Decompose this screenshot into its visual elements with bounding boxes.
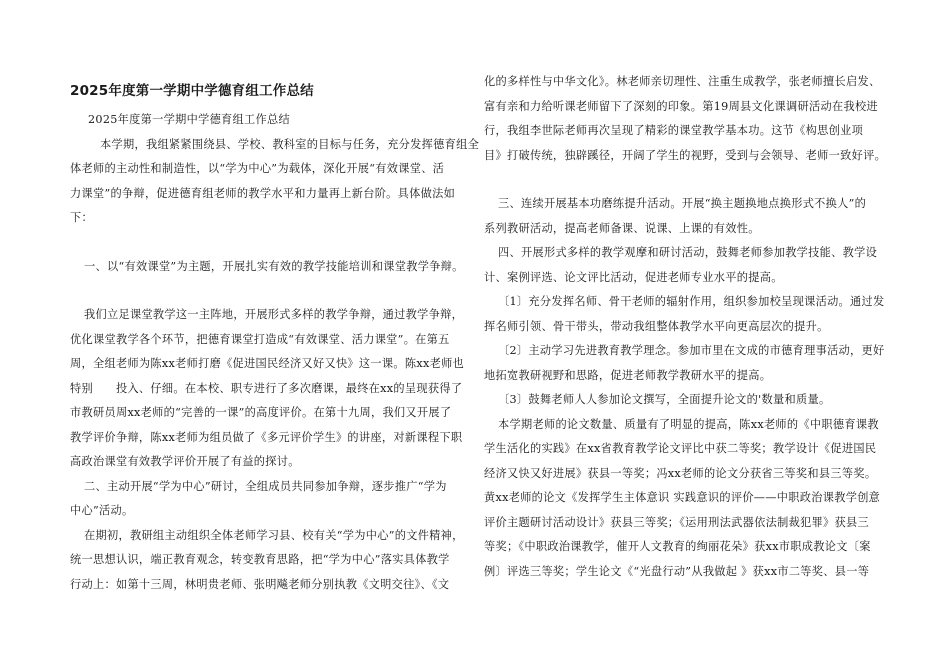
spacer (484, 168, 876, 192)
paragraph-line: 下： (70, 211, 93, 224)
list-item: 〔1〕充分发挥名师、骨干老师的辐射作用，组织参加校呈现课活动。通过发 (498, 295, 885, 308)
paragraph-line: 经济又快又好进展》获县一等奖；冯xx老师的论文分获省三等奖和县三等奖。 (484, 466, 877, 480)
paragraph-line: 例〕评选三等奖；学生论文《“光盘行动”从我做起 》获xx市二等奖、县一等 (484, 564, 870, 578)
paragraph-line: 本学期，我组紧紧围绕县、学校、教科室的目标与任务，充分发挥德育组全 (100, 137, 480, 151)
section-heading: 二、主动开展“学为中心”研讨，全组成员共同参加争辩，逐步推广“学为 (84, 479, 447, 493)
right-column (484, 70, 887, 584)
paragraph-line: 优化课堂教学各个环节，把德育课堂打造成“有效课堂、活力课堂”。在第五 (70, 332, 450, 346)
section-heading: 三、连续开展基本功磨练提升活动。开展“换主题换地点换形式不换人”的 (498, 197, 867, 210)
section-heading: 四、开展形式多样的教学观摩和研讨活动，鼓舞老师参加教学技能、教学设 (498, 246, 878, 259)
paragraph-line: 市教研员周xx老师的“完善的一课”的高度评价。在第十九周，我们又开展了 (70, 406, 452, 419)
paragraph-line: 行，我组李世际老师再次呈现了精彩的课堂教学基本功。这节《构思创业项 (484, 124, 864, 137)
paragraph-line: 计、案例评选、论文评比活动，促进老师专业水平的提高。 (484, 270, 783, 284)
paragraph-line: 等奖；《中职政治课教学，催开人文教育的绚丽花朵》获xx市职成教论文〔案 (484, 540, 871, 553)
paragraph-line: 在期初，教研组主动组织全体老师学习县、校有关“学为中心”的文件精神， (84, 528, 464, 542)
paragraph-line: 高政治课堂有效教学评价开展了有益的探讨。 (70, 455, 300, 468)
section-heading: 一、以“有效课堂”为主题，开展扎实有效的教学技能培训和课堂教学争辩。 (84, 259, 464, 273)
paragraph-line: 黄xx老师的论文《发挥学生主体意识 实践意识的评价——中职政治课教学创意 (484, 491, 881, 504)
paragraph-line: 本学期老师的论文数量、质量有了明显的提高，陈xx老师的《中职德育课教 (498, 417, 879, 431)
paragraph-line: 评价主题研讨活动设计》获县三等奖；《运用刑法武器依法制裁犯罪》获县三 (484, 515, 869, 529)
paragraph-line: 统一思想认识，端正教育观念，转变教育思路，把“学为中心”落实具体教学 (70, 553, 450, 566)
subtitle-line: 2025年度第一学期中学德育组工作总结 (88, 113, 290, 126)
list-item: 〔3〕鼓舞老师人人参加论文撰写，全面提升论文的'数量和质量。 (498, 393, 831, 406)
paragraph-line: 教学评价争辩，陈xx老师为组员做了《多元评价学生》的讲座，对新课程下职 (70, 430, 463, 444)
paragraph-line: 周，全组老师为陈xx老师打磨《促进国民经济又好又快》这一课。陈xx老师也 (70, 357, 465, 370)
document-title: 2025年度第一学期中学德育组工作总结 (70, 83, 314, 99)
paragraph-line: 特别 投入、仔细。在本校、职专进行了多次磨课，最终在xx的呈现获得了 (70, 381, 463, 395)
paragraph-line: 力课堂”的争辩，促进德育组老师的教学水平和力量再上新台阶。具体做法如 (70, 186, 456, 200)
spacer (70, 231, 462, 255)
paragraph-line: 我们立足课堂教学这一主阵地，开展形式多样的教学争辩，通过教学争辩， (84, 308, 464, 321)
paragraph-line: 富有亲和力给听课老师留下了深刻的印象。第19周县文化课调研活动在我校进 (484, 99, 878, 113)
paragraph-line: 目》打破传统，独辟蹊径，开阔了学生的视野，受到与会领导、老师一致好评。 (484, 148, 887, 162)
paragraph-line: 挥名师引领、骨干带头，带动我组整体教学水平向更高层次的提升。 (484, 319, 829, 333)
spacer (70, 279, 462, 303)
paragraph-line: 中心”活动。 (70, 504, 134, 517)
left-column (70, 70, 480, 597)
list-item: 〔2〕主动学习先进教育教学理念。参加市里在文成的市德育理事活动，更好 (498, 344, 885, 357)
paragraph-line: 学生活化的实践》在xx省教育教学论文评比中获二等奖；教学设计《促进国民 (484, 442, 877, 455)
paragraph-line: 化的多样性与中华文化》。林老师亲切理性、注重生成教学，张老师擅长启发、 (484, 75, 881, 88)
paragraph-line: 体老师的主动性和制造性，以“学为中心”为载体，深化开展“有效课堂、活 (70, 162, 445, 175)
paragraph-line: 地拓宽教研视野和思路，促进老师教学教研水平的提高。 (484, 368, 772, 382)
paragraph-line: 系列教研活动，提高老师备课、说课、上课的有效性。 (484, 221, 760, 235)
paragraph-line: 行动上：如第十三周，林明贵老师、张明飚老师分别执教《文明交往》、《文 (70, 577, 450, 591)
